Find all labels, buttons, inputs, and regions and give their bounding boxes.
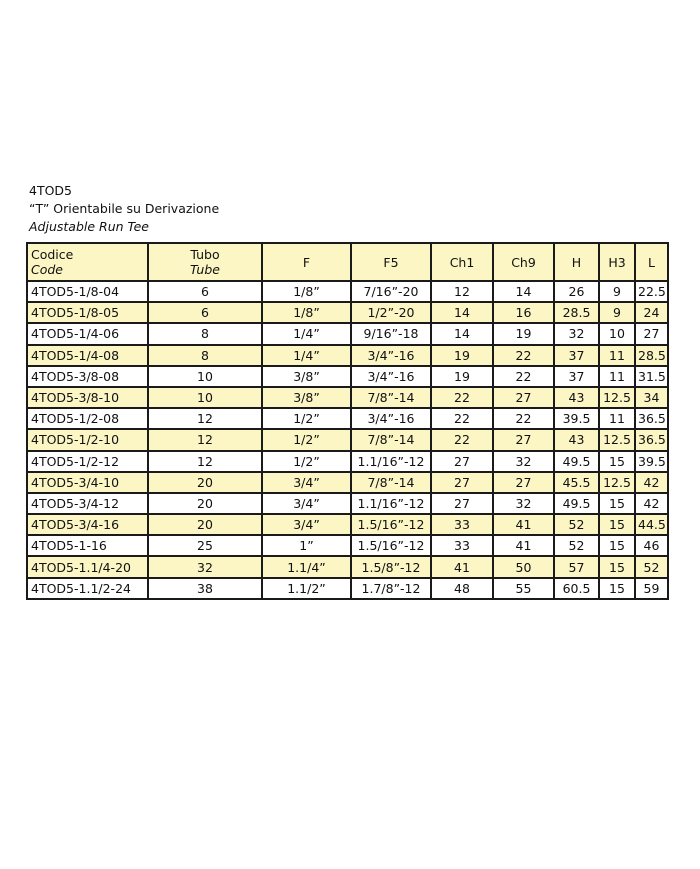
cell-ch9: 32 xyxy=(493,493,554,514)
table-row xyxy=(27,323,668,344)
cell-f: 1.1/2” xyxy=(262,578,351,599)
table-row xyxy=(27,345,668,366)
cell-l: 34 xyxy=(635,387,668,408)
header-ch9: Ch9 xyxy=(493,243,554,281)
cell-f: 3/4” xyxy=(262,472,351,493)
cell-tube: 32 xyxy=(148,556,262,577)
cell-ch1: 33 xyxy=(431,514,493,535)
cell-f5: 3/4”-16 xyxy=(351,345,431,366)
cell-f: 1/8” xyxy=(262,281,351,302)
cell-ch9: 55 xyxy=(493,578,554,599)
product-title-english: Adjustable Run Tee xyxy=(29,219,150,234)
cell-code: 4TOD5-1/8-05 xyxy=(27,302,148,323)
cell-h3: 15 xyxy=(599,514,635,535)
header-tubo-label: Tubo xyxy=(190,247,220,262)
cell-h3: 11 xyxy=(599,408,635,429)
cell-l: 52 xyxy=(635,556,668,577)
cell-ch9: 32 xyxy=(493,451,554,472)
cell-f: 1” xyxy=(262,535,351,556)
cell-l: 28.5 xyxy=(635,345,668,366)
cell-ch1: 22 xyxy=(431,408,493,429)
cell-h3: 15 xyxy=(599,556,635,577)
cell-l: 42 xyxy=(635,472,668,493)
cell-f5: 7/8”-14 xyxy=(351,472,431,493)
cell-ch9: 41 xyxy=(493,535,554,556)
cell-l: 39.5 xyxy=(635,451,668,472)
cell-h3: 15 xyxy=(599,578,635,599)
cell-ch1: 41 xyxy=(431,556,493,577)
cell-ch1: 19 xyxy=(431,366,493,387)
cell-f: 3/4” xyxy=(262,493,351,514)
header-f: F xyxy=(262,243,351,281)
cell-h3: 12.5 xyxy=(599,429,635,450)
cell-ch9: 16 xyxy=(493,302,554,323)
cell-f5: 1.1/16”-12 xyxy=(351,493,431,514)
cell-code: 4TOD5-3/8-08 xyxy=(27,366,148,387)
cell-f5: 1.5/16”-12 xyxy=(351,535,431,556)
cell-code: 4TOD5-1.1/2-24 xyxy=(27,578,148,599)
cell-f5: 1/2”-20 xyxy=(351,302,431,323)
cell-tube: 8 xyxy=(148,345,262,366)
cell-ch9: 27 xyxy=(493,472,554,493)
cell-code: 4TOD5-1-16 xyxy=(27,535,148,556)
table-row xyxy=(27,451,668,472)
cell-tube: 8 xyxy=(148,323,262,344)
cell-l: 24 xyxy=(635,302,668,323)
header-h: H xyxy=(554,243,599,281)
cell-h3: 11 xyxy=(599,366,635,387)
table-row xyxy=(27,472,668,493)
cell-ch1: 12 xyxy=(431,281,493,302)
product-heading xyxy=(29,182,219,236)
table-row xyxy=(27,302,668,323)
cell-h: 37 xyxy=(554,345,599,366)
cell-h: 43 xyxy=(554,387,599,408)
header-ch1: Ch1 xyxy=(431,243,493,281)
cell-ch9: 14 xyxy=(493,281,554,302)
cell-f: 1/4” xyxy=(262,323,351,344)
table-row xyxy=(27,535,668,556)
cell-tube: 10 xyxy=(148,387,262,408)
cell-f: 1/8” xyxy=(262,302,351,323)
cell-ch1: 14 xyxy=(431,323,493,344)
cell-ch1: 27 xyxy=(431,472,493,493)
cell-f5: 1.7/8”-12 xyxy=(351,578,431,599)
table-row xyxy=(27,281,668,302)
cell-ch1: 27 xyxy=(431,493,493,514)
cell-h3: 9 xyxy=(599,302,635,323)
cell-f: 3/8” xyxy=(262,387,351,408)
cell-tube: 20 xyxy=(148,514,262,535)
cell-tube: 12 xyxy=(148,429,262,450)
cell-ch9: 22 xyxy=(493,408,554,429)
dimensions-table xyxy=(26,242,669,600)
table-row xyxy=(27,556,668,577)
cell-h: 28.5 xyxy=(554,302,599,323)
header-tube xyxy=(148,243,262,281)
header-code xyxy=(27,243,148,281)
cell-h3: 9 xyxy=(599,281,635,302)
cell-h3: 12.5 xyxy=(599,387,635,408)
cell-f: 1/4” xyxy=(262,345,351,366)
cell-code: 4TOD5-3/4-12 xyxy=(27,493,148,514)
cell-ch9: 19 xyxy=(493,323,554,344)
cell-ch1: 48 xyxy=(431,578,493,599)
cell-tube: 20 xyxy=(148,472,262,493)
table-row xyxy=(27,493,668,514)
product-title-italian: “T” Orientabile su Derivazione xyxy=(29,201,220,216)
cell-l: 46 xyxy=(635,535,668,556)
cell-tube: 6 xyxy=(148,302,262,323)
cell-tube: 12 xyxy=(148,451,262,472)
cell-l: 44.5 xyxy=(635,514,668,535)
table-row xyxy=(27,387,668,408)
cell-ch9: 41 xyxy=(493,514,554,535)
table-row xyxy=(27,366,668,387)
cell-ch1: 33 xyxy=(431,535,493,556)
table-row xyxy=(27,514,668,535)
cell-code: 4TOD5-1/2-10 xyxy=(27,429,148,450)
cell-code: 4TOD5-1/2-12 xyxy=(27,451,148,472)
cell-ch1: 19 xyxy=(431,345,493,366)
cell-f: 1/2” xyxy=(262,429,351,450)
cell-f: 3/4” xyxy=(262,514,351,535)
cell-tube: 25 xyxy=(148,535,262,556)
cell-code: 4TOD5-1/4-06 xyxy=(27,323,148,344)
cell-f5: 1.1/16”-12 xyxy=(351,451,431,472)
cell-f5: 7/8”-14 xyxy=(351,429,431,450)
cell-h: 60.5 xyxy=(554,578,599,599)
cell-l: 22.5 xyxy=(635,281,668,302)
header-l: L xyxy=(635,243,668,281)
cell-h3: 10 xyxy=(599,323,635,344)
cell-ch9: 22 xyxy=(493,366,554,387)
cell-code: 4TOD5-3/8-10 xyxy=(27,387,148,408)
cell-code: 4TOD5-1/8-04 xyxy=(27,281,148,302)
cell-h: 43 xyxy=(554,429,599,450)
cell-f: 1/2” xyxy=(262,451,351,472)
cell-h: 39.5 xyxy=(554,408,599,429)
cell-f5: 1.5/16”-12 xyxy=(351,514,431,535)
header-code-label: Code xyxy=(31,262,64,277)
cell-h: 32 xyxy=(554,323,599,344)
cell-h: 45.5 xyxy=(554,472,599,493)
cell-f5: 3/4”-16 xyxy=(351,408,431,429)
cell-code: 4TOD5-1.1/4-20 xyxy=(27,556,148,577)
cell-ch1: 14 xyxy=(431,302,493,323)
table-row xyxy=(27,429,668,450)
cell-ch1: 22 xyxy=(431,387,493,408)
cell-h3: 12.5 xyxy=(599,472,635,493)
cell-ch9: 27 xyxy=(493,387,554,408)
cell-h: 52 xyxy=(554,535,599,556)
cell-f5: 9/16”-18 xyxy=(351,323,431,344)
cell-tube: 10 xyxy=(148,366,262,387)
cell-h: 49.5 xyxy=(554,493,599,514)
cell-ch1: 27 xyxy=(431,451,493,472)
cell-h: 37 xyxy=(554,366,599,387)
cell-tube: 38 xyxy=(148,578,262,599)
cell-tube: 12 xyxy=(148,408,262,429)
header-h3: H3 xyxy=(599,243,635,281)
cell-l: 31.5 xyxy=(635,366,668,387)
product-code: 4TOD5 xyxy=(29,183,73,198)
cell-tube: 20 xyxy=(148,493,262,514)
cell-h3: 15 xyxy=(599,535,635,556)
header-tube-label: Tube xyxy=(190,262,220,277)
cell-l: 59 xyxy=(635,578,668,599)
cell-code: 4TOD5-1/4-08 xyxy=(27,345,148,366)
cell-h3: 15 xyxy=(599,451,635,472)
header-codice-label: Codice xyxy=(31,247,74,262)
cell-h: 49.5 xyxy=(554,451,599,472)
cell-f: 1/2” xyxy=(262,408,351,429)
cell-code: 4TOD5-3/4-10 xyxy=(27,472,148,493)
cell-f5: 7/16”-20 xyxy=(351,281,431,302)
cell-ch9: 22 xyxy=(493,345,554,366)
cell-h: 26 xyxy=(554,281,599,302)
cell-f: 1.1/4” xyxy=(262,556,351,577)
cell-l: 27 xyxy=(635,323,668,344)
cell-h: 52 xyxy=(554,514,599,535)
cell-l: 36.5 xyxy=(635,408,668,429)
cell-l: 42 xyxy=(635,493,668,514)
cell-h: 57 xyxy=(554,556,599,577)
cell-l: 36.5 xyxy=(635,429,668,450)
header-f5: F5 xyxy=(351,243,431,281)
cell-tube: 6 xyxy=(148,281,262,302)
table-row xyxy=(27,408,668,429)
table-row xyxy=(27,578,668,599)
cell-f5: 1.5/8”-12 xyxy=(351,556,431,577)
cell-code: 4TOD5-1/2-08 xyxy=(27,408,148,429)
cell-f5: 3/4”-16 xyxy=(351,366,431,387)
cell-f5: 7/8”-14 xyxy=(351,387,431,408)
cell-ch9: 50 xyxy=(493,556,554,577)
cell-h3: 15 xyxy=(599,493,635,514)
cell-code: 4TOD5-3/4-16 xyxy=(27,514,148,535)
cell-f: 3/8” xyxy=(262,366,351,387)
cell-h3: 11 xyxy=(599,345,635,366)
cell-ch9: 27 xyxy=(493,429,554,450)
table-header-row xyxy=(27,243,668,281)
cell-ch1: 22 xyxy=(431,429,493,450)
